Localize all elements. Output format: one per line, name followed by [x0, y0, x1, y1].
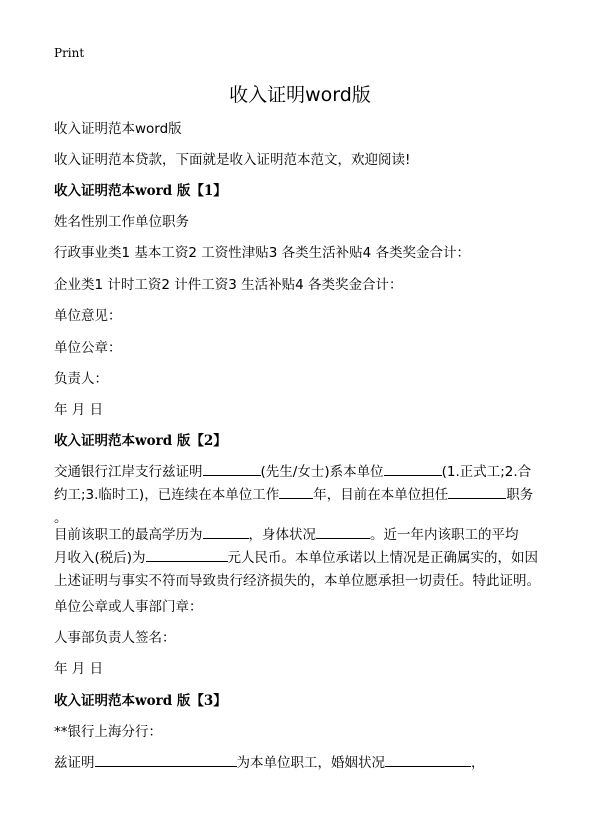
text-run: (1.正式工;2.合: [441, 464, 532, 480]
section-2-heading: 收入证明范本word 版【2】: [54, 433, 227, 449]
section-1-line-4: 单位意见：: [54, 308, 122, 324]
section-2-paragraph-1: [54, 461, 554, 530]
blank-line: [146, 547, 228, 562]
intro-line-1: 收入证明范本word版: [54, 121, 182, 137]
paragraph-2-line-3: [54, 570, 554, 593]
section-2-paragraph-2: [54, 524, 554, 593]
text-run: 元人民币。本单位承诺以上情况是正确属实的，如因: [227, 550, 539, 566]
text-run: 。: [54, 510, 68, 526]
text-run: ，: [471, 755, 485, 771]
blank-line: [203, 461, 261, 476]
section-1-line-6: 负责人：: [54, 371, 108, 387]
blank-line: [448, 484, 506, 499]
text-run: 年，目前在本单位担任: [313, 487, 449, 503]
text-run: 职务: [506, 487, 534, 503]
text-run: 兹证明: [54, 755, 95, 771]
text-run: ，身体状况: [248, 527, 316, 543]
section-2-line-4: 人事部负责人签名：: [54, 630, 176, 646]
blank-line: [279, 484, 313, 499]
text-run: 。近一年内该职工的平均: [370, 527, 519, 543]
text-run: 月收入(税后)为: [54, 550, 146, 566]
text-run: (先生/女士)系本单位: [260, 464, 384, 480]
section-2-line-3: 单位公章或人事部门章：: [54, 599, 203, 615]
paragraph-2-line-1: [54, 524, 554, 547]
section-1-heading: 收入证明范本word 版【1】: [54, 183, 227, 199]
section-3-line-1: **银行上海分行：: [54, 724, 162, 740]
paragraph-2-line-2: [54, 547, 554, 570]
blank-line: [385, 752, 471, 767]
text-run: 约工;3.临时工)，已连续在本单位工作: [54, 487, 280, 503]
text-run: 目前该职工的最高学历为: [54, 527, 203, 543]
print-label[interactable]: Print: [54, 46, 85, 60]
section-1-line-1: 姓名性别工作单位职务: [54, 214, 189, 230]
document-title: 收入证明word版: [229, 84, 371, 106]
section-1-date: 年 月 日: [54, 402, 104, 418]
paragraph-1-line-1: [54, 461, 554, 484]
text-run: 上述证明与事实不符而导致贵行经济损失的，本单位愿承担一切责任。特此证明。: [54, 573, 540, 589]
section-1-line-3: 企业类1 计时工资2 计件工资3 生活补贴4 各类奖金合计：: [54, 277, 403, 293]
section-1-line-5: 单位公章：: [54, 340, 122, 356]
blank-line: [203, 524, 249, 539]
paragraph-1-line-2: [54, 484, 554, 507]
blank-line: [384, 461, 442, 476]
intro-line-2: 收入证明范本贷款，下面就是收入证明范本范文，欢迎阅读!: [54, 152, 411, 168]
blank-line: [95, 752, 237, 767]
section-1-line-2: 行政事业类1 基本工资2 工资性津贴3 各类生活补贴4 各类奖金合计：: [54, 245, 471, 261]
text-run: 交通银行江岸支行兹证明: [54, 464, 203, 480]
section-3-heading: 收入证明范本word 版【3】: [54, 693, 227, 709]
section-2-date: 年 月 日: [54, 661, 104, 677]
text-run: 为本单位职工，婚姻状况: [236, 755, 385, 771]
section-3-line-2: [54, 752, 554, 775]
blank-line: [316, 524, 370, 539]
